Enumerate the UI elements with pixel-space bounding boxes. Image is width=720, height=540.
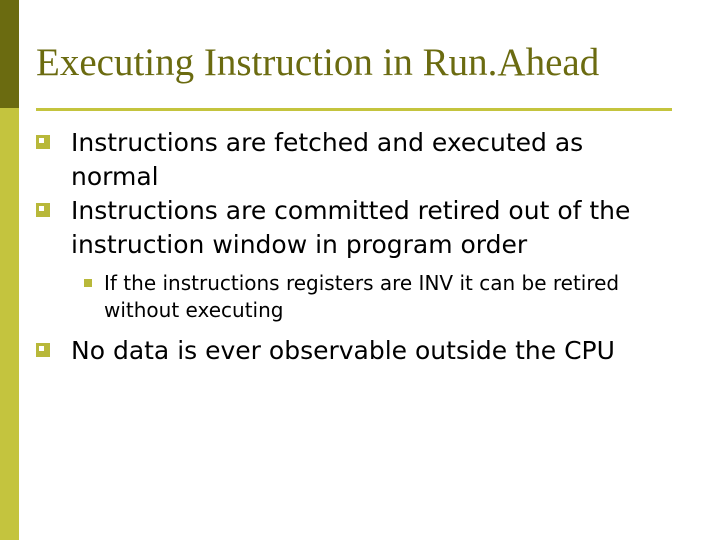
square-bullet-icon xyxy=(36,343,50,357)
square-bullet-icon xyxy=(36,135,50,149)
bullet-text: Instructions are fetched and executed as normal xyxy=(71,128,584,191)
square-bullet-icon xyxy=(36,203,50,217)
bullet-text: No data is ever observable outside the CPU xyxy=(71,336,615,365)
bullet-item xyxy=(0,194,671,262)
bullet-text: Instructions are committed retired out of the instruction window in program order xyxy=(71,196,631,259)
left-accent-bar-top xyxy=(0,0,19,108)
small-square-bullet-icon xyxy=(84,279,92,287)
bullet-item xyxy=(0,334,671,368)
bullet-item xyxy=(0,126,671,194)
sub-bullet-text: If the instructions registers are INV it can be retired without executing xyxy=(104,271,620,322)
slide-title: Executing Instruction in Run.Ahead xyxy=(36,41,600,84)
sub-bullet-item xyxy=(0,270,664,324)
bullet-list xyxy=(0,126,720,368)
title-underline xyxy=(36,108,672,111)
